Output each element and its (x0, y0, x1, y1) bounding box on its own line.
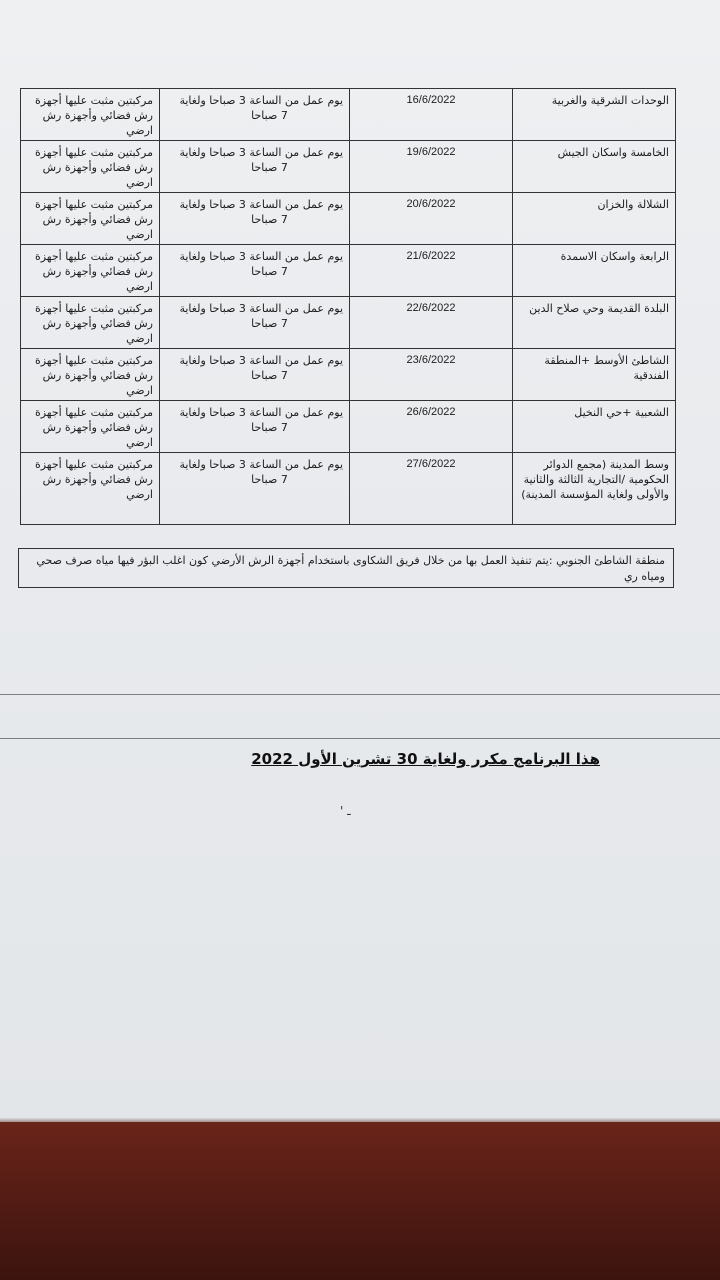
time-line2: 7 صباحا (251, 161, 288, 174)
time-line1: يوم عمل من الساعة 3 صباحا ولغاية (179, 354, 343, 367)
divider-line (0, 738, 720, 739)
equipment-cell: مركبتين مثبت عليها أجهزة رش فضائي وأجهزة رش ارضي (21, 349, 160, 401)
table-row (21, 141, 676, 193)
handwritten-mark: ' ـ (340, 804, 351, 818)
area-cell: الشعبية +حي النخيل (513, 401, 676, 453)
table-row (21, 89, 676, 141)
date-cell: 26/6/2022 (350, 401, 513, 453)
time-line2: 7 صباحا (251, 265, 288, 278)
time-line2: 7 صباحا (251, 473, 288, 486)
equipment-cell: مركبتين مثبت عليها أجهزة رش فضائي وأجهزة رش ارضي (21, 193, 160, 245)
area-cell: الشاطئ الأوسط +المنطقة الفندقية (513, 349, 676, 401)
schedule-table (20, 88, 676, 525)
date-cell: 23/6/2022 (350, 349, 513, 401)
area-cell: وسط المدينة (مجمع الدوائر الحكومية /التجارية الثالثة والثانية والأولى ولغاية المؤسسة المدينة) (513, 453, 676, 525)
time-line1: يوم عمل من الساعة 3 صباحا ولغاية (179, 458, 343, 471)
floor-background (0, 1122, 720, 1280)
equipment-cell: مركبتين مثبت عليها أجهزة رش فضائي وأجهزة رش ارضي (21, 453, 160, 525)
time-line2: 7 صباحا (251, 109, 288, 122)
program-footer-note: هذا البرنامج مكرر ولغاية 30 تشرين الأول 2022 (251, 750, 600, 768)
equipment-cell: مركبتين مثبت عليها أجهزة رش فضائي وأجهزة رش ارضي (21, 141, 160, 193)
divider-line (0, 694, 720, 695)
time-line2: 7 صباحا (251, 421, 288, 434)
equipment-cell: مركبتين مثبت عليها أجهزة رش فضائي وأجهزة رش ارضي (21, 401, 160, 453)
table-row (21, 297, 676, 349)
time-cell (160, 401, 350, 453)
equipment-cell: مركبتين مثبت عليها أجهزة رش فضائي وأجهزة رش ارضي (21, 297, 160, 349)
time-line2: 7 صباحا (251, 369, 288, 382)
table-row (21, 401, 676, 453)
date-cell: 27/6/2022 (350, 453, 513, 525)
table-row (21, 453, 676, 525)
time-line1: يوم عمل من الساعة 3 صباحا ولغاية (179, 198, 343, 211)
time-cell (160, 349, 350, 401)
date-cell: 16/6/2022 (350, 89, 513, 141)
time-line1: يوم عمل من الساعة 3 صباحا ولغاية (179, 250, 343, 263)
time-line1: يوم عمل من الساعة 3 صباحا ولغاية (179, 94, 343, 107)
time-cell (160, 141, 350, 193)
table-row (21, 245, 676, 297)
table-row (21, 193, 676, 245)
date-cell: 21/6/2022 (350, 245, 513, 297)
time-cell (160, 245, 350, 297)
area-cell: الخامسة واسكان الجيش (513, 141, 676, 193)
table-row (21, 349, 676, 401)
area-cell: الشلالة والخزان (513, 193, 676, 245)
area-cell: البلدة القديمة وحي صلاح الدين (513, 297, 676, 349)
south-beach-note: منطقة الشاطئ الجنوبي :يتم تنفيذ العمل بها من خلال فريق الشكاوى باستخدام أجهزة الرش الأرضي كون اغلب البؤر فيها مياه صرف صحي ومياه ري (18, 548, 674, 588)
equipment-cell: مركبتين مثبت عليها أجهزة رش فضائي وأجهزة رش ارضي (21, 89, 160, 141)
time-cell (160, 453, 350, 525)
time-line2: 7 صباحا (251, 213, 288, 226)
time-line1: يوم عمل من الساعة 3 صباحا ولغاية (179, 302, 343, 315)
area-cell: الوحدات الشرقية والغربية (513, 89, 676, 141)
time-cell (160, 297, 350, 349)
time-cell (160, 89, 350, 141)
time-line1: يوم عمل من الساعة 3 صباحا ولغاية (179, 406, 343, 419)
time-line2: 7 صباحا (251, 317, 288, 330)
time-cell (160, 193, 350, 245)
area-cell: الرابعة واسكان الاسمدة (513, 245, 676, 297)
date-cell: 19/6/2022 (350, 141, 513, 193)
equipment-cell: مركبتين مثبت عليها أجهزة رش فضائي وأجهزة رش ارضي (21, 245, 160, 297)
schedule-rows (21, 89, 676, 525)
date-cell: 22/6/2022 (350, 297, 513, 349)
date-cell: 20/6/2022 (350, 193, 513, 245)
time-line1: يوم عمل من الساعة 3 صباحا ولغاية (179, 146, 343, 159)
